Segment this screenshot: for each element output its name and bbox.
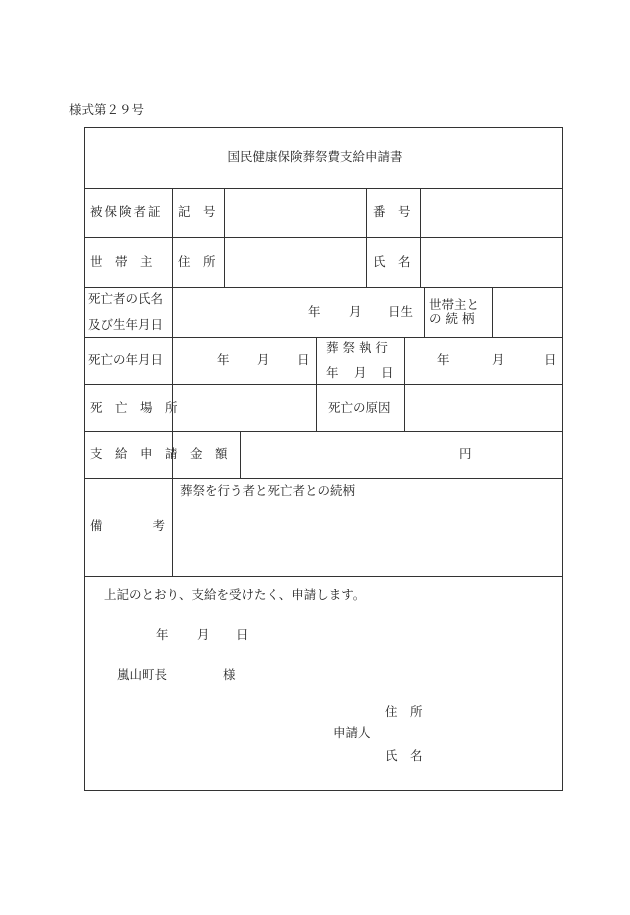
- death-day-unit: 日: [297, 352, 310, 367]
- funeral-day-label: 日: [381, 365, 394, 380]
- application-month-unit: 月: [197, 627, 210, 642]
- deceased-birthdate-label: 及び生年月日: [88, 317, 164, 332]
- col-divider: [366, 188, 367, 287]
- yen-unit: 円: [459, 446, 472, 461]
- col-divider: [240, 431, 241, 478]
- form-number: 様式第２９号: [69, 102, 145, 117]
- householder-address-label: 住 所: [178, 254, 216, 269]
- householder-name-label: 氏 名: [373, 254, 411, 269]
- death-cause-label: 死亡の原因: [328, 400, 391, 415]
- remarks-note: 葬祭を行う者と死亡者との続柄: [180, 483, 356, 498]
- col-divider: [316, 337, 317, 431]
- funeral-month-label: 月: [354, 365, 367, 380]
- remarks-label: 備 考: [90, 518, 166, 533]
- application-day-unit: 日: [236, 627, 249, 642]
- householder-label: 世 帯 主: [90, 254, 153, 269]
- birth-year-unit: 年: [308, 304, 321, 319]
- row-divider: [84, 188, 563, 189]
- death-year-unit: 年: [217, 352, 230, 367]
- row-divider: [84, 478, 563, 479]
- col-divider: [224, 188, 225, 287]
- death-month-unit: 月: [257, 352, 270, 367]
- death-place-label: 死 亡 場 所: [90, 400, 178, 415]
- col-divider: [404, 337, 405, 431]
- applicant-address-label: 住 所: [385, 704, 423, 719]
- symbol-label: 記 号: [178, 204, 216, 219]
- insured-card-label: 被保険者証: [90, 204, 163, 219]
- funeral-month-unit: 月: [492, 352, 505, 367]
- declaration-text: 上記のとおり、支給を受けたく、申請します。: [104, 587, 366, 602]
- funeral-date-label: 葬 祭 執 行: [326, 340, 388, 355]
- amount-label: 支 給 申 請 金 額: [90, 446, 228, 461]
- funeral-year-unit: 年: [437, 352, 450, 367]
- col-divider: [172, 478, 173, 576]
- funeral-day-unit: 日: [544, 352, 557, 367]
- mayor-label: 嵐山町長: [117, 667, 168, 682]
- row-divider: [84, 576, 563, 577]
- col-divider: [492, 287, 493, 337]
- relation-label-1: 世帯主と: [429, 297, 480, 312]
- applicant-name-label: 氏 名: [385, 748, 423, 763]
- funeral-year-label: 年: [326, 365, 339, 380]
- birth-month-unit: 月: [349, 304, 362, 319]
- number-label: 番 号: [373, 204, 411, 219]
- birth-day-unit: 日生: [388, 304, 414, 319]
- col-divider: [420, 188, 421, 287]
- death-date-label: 死亡の年月日: [88, 352, 164, 367]
- row-divider: [84, 337, 563, 338]
- col-divider: [424, 287, 425, 337]
- row-divider: [84, 237, 563, 238]
- row-divider: [84, 431, 563, 432]
- col-divider: [172, 188, 173, 287]
- application-year-unit: 年: [156, 627, 169, 642]
- applicant-label: 申請人: [333, 725, 371, 740]
- relation-label-2: の 続 柄: [429, 311, 475, 326]
- row-divider: [84, 384, 563, 385]
- honorific-label: 様: [223, 667, 236, 682]
- form-title: 国民健康保険葬祭費支給申請書: [227, 149, 403, 164]
- deceased-name-label: 死亡者の氏名: [88, 291, 164, 306]
